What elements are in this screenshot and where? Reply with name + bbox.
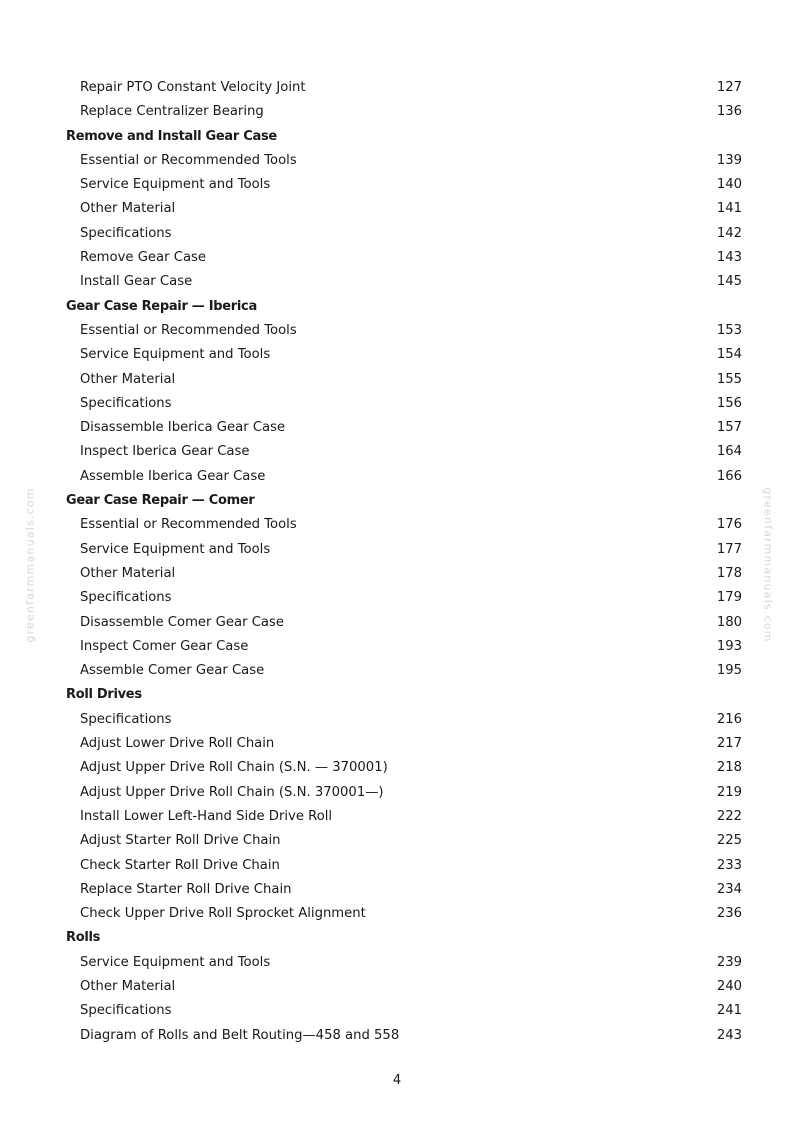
- entry-page-number: 177: [716, 541, 742, 557]
- entry-title: Specifications: [80, 590, 172, 606]
- entry-page-number: 166: [716, 468, 742, 484]
- entry-page-number: 157: [716, 420, 742, 436]
- entry-title: Essential or Recommended Tools: [80, 517, 297, 533]
- section-title: Remove and Install Gear Case: [66, 128, 277, 144]
- entry-title: Adjust Starter Roll Drive Chain: [80, 833, 281, 849]
- entry-page-number: 142: [716, 225, 742, 241]
- entry-title: Disassemble Comer Gear Case: [80, 614, 284, 630]
- entry-title: Repair PTO Constant Velocity Joint: [80, 80, 306, 95]
- entry-page-number: 225: [716, 833, 742, 849]
- entry-title: Check Starter Roll Drive Chain: [80, 857, 280, 873]
- toc-entry[interactable]: [66, 562, 742, 586]
- toc-entry[interactable]: [66, 732, 742, 756]
- toc-entry[interactable]: [66, 513, 742, 537]
- entry-page-number: 216: [716, 711, 742, 727]
- toc-entry[interactable]: [66, 1024, 742, 1048]
- entry-page-number: 156: [716, 395, 742, 411]
- toc-entry[interactable]: [66, 805, 742, 829]
- entry-page-number: 240: [716, 978, 742, 994]
- entry-title: Service Equipment and Tools: [80, 347, 271, 363]
- entry-page-number: 241: [716, 1003, 742, 1019]
- entry-page-number: 219: [716, 784, 742, 800]
- toc-entry[interactable]: [66, 975, 742, 999]
- toc-entry[interactable]: [66, 270, 742, 294]
- entry-page-number: 140: [716, 177, 742, 193]
- entry-page-number: 155: [716, 371, 742, 387]
- entry-title: Inspect Iberica Gear Case: [80, 444, 250, 460]
- toc-entry[interactable]: [66, 781, 742, 805]
- table-of-contents: [66, 76, 742, 1048]
- entry-title: Specifications: [80, 1003, 172, 1019]
- toc-entry[interactable]: [66, 586, 742, 610]
- entry-page-number: 139: [716, 152, 742, 168]
- entry-title: Inspect Comer Gear Case: [80, 638, 249, 654]
- entry-title: Essential or Recommended Tools: [80, 152, 297, 168]
- entry-page-number: 141: [716, 201, 742, 217]
- entry-title: Other Material: [80, 201, 176, 217]
- toc-entry[interactable]: [66, 465, 742, 489]
- toc-entry[interactable]: [66, 440, 742, 464]
- toc-entry[interactable]: [66, 756, 742, 780]
- entry-title: Service Equipment and Tools: [80, 954, 271, 970]
- entry-title: Adjust Upper Drive Roll Chain (S.N. — 370001): [80, 760, 388, 776]
- section-title: Gear Case Repair — Iberica: [66, 298, 257, 314]
- watermark-right: greenfarmmanuals.com: [761, 487, 775, 643]
- toc-section-heading: [66, 683, 742, 707]
- entry-page-number: 178: [716, 565, 742, 581]
- entry-page-number: 233: [716, 857, 742, 873]
- toc-section-heading: [66, 295, 742, 319]
- entry-title: Other Material: [80, 565, 176, 581]
- entry-page-number: 164: [716, 444, 742, 460]
- entry-title: Install Gear Case: [80, 274, 193, 290]
- toc-section-heading: [66, 125, 742, 149]
- entry-page-number: 236: [716, 906, 742, 922]
- entry-title: Replace Starter Roll Drive Chain: [80, 881, 292, 897]
- entry-title: Assemble Comer Gear Case: [80, 663, 265, 679]
- entry-page-number: 222: [716, 808, 742, 824]
- toc-entry[interactable]: [66, 611, 742, 635]
- toc-entry[interactable]: [66, 319, 742, 343]
- entry-page-number: 176: [716, 517, 742, 533]
- page-number: 4: [392, 1073, 402, 1088]
- entry-title: Other Material: [80, 978, 176, 994]
- entry-page-number: 143: [716, 250, 742, 266]
- entry-title: Diagram of Rolls and Belt Routing—458 and 558: [80, 1027, 400, 1043]
- toc-entry[interactable]: [66, 854, 742, 878]
- toc-entry[interactable]: [66, 246, 742, 270]
- entry-page-number: 180: [716, 614, 742, 630]
- entry-page-number: 195: [716, 663, 742, 679]
- entry-title: Check Upper Drive Roll Sprocket Alignment: [80, 906, 366, 922]
- section-title: Gear Case Repair — Comer: [66, 493, 255, 509]
- entry-title: Other Material: [80, 371, 176, 387]
- section-title: Roll Drives: [66, 687, 142, 703]
- entry-title: Specifications: [80, 395, 172, 411]
- toc-section-heading: [66, 926, 742, 950]
- entry-page-number: 145: [716, 274, 742, 290]
- entry-title: Essential or Recommended Tools: [80, 322, 297, 338]
- toc-entry[interactable]: [66, 635, 742, 659]
- toc-entry[interactable]: [66, 538, 742, 562]
- toc-entry[interactable]: [66, 149, 742, 173]
- toc-entry[interactable]: [66, 659, 742, 683]
- toc-entry[interactable]: [66, 392, 742, 416]
- toc-entry[interactable]: [66, 368, 742, 392]
- toc-entry[interactable]: [66, 416, 742, 440]
- entry-page-number: 239: [716, 954, 742, 970]
- entry-title: Install Lower Left-Hand Side Drive Roll: [80, 808, 333, 824]
- entry-page-number: 179: [716, 590, 742, 606]
- entry-title: Replace Centralizer Bearing: [80, 104, 264, 120]
- toc-entry[interactable]: [66, 173, 742, 197]
- entry-page-number: 193: [716, 638, 742, 654]
- entry-title: Service Equipment and Tools: [80, 177, 271, 193]
- toc-entry[interactable]: [66, 708, 742, 732]
- toc-section-heading: [66, 489, 742, 513]
- toc-entry[interactable]: [66, 951, 742, 975]
- toc-entry[interactable]: [66, 829, 742, 853]
- entry-title: Remove Gear Case: [80, 250, 207, 266]
- toc-entry[interactable]: [66, 197, 742, 221]
- entry-title: Specifications: [80, 711, 172, 727]
- entry-page-number: 243: [716, 1027, 742, 1043]
- entry-page-number: 234: [716, 881, 742, 897]
- entry-title: Assemble Iberica Gear Case: [80, 468, 266, 484]
- entry-page-number: 154: [716, 347, 742, 363]
- entry-page-number: 127: [716, 80, 742, 95]
- toc-entry[interactable]: [66, 100, 742, 124]
- entry-title: Specifications: [80, 225, 172, 241]
- watermark-left: greenfarmmanuals.com: [23, 487, 37, 643]
- toc-entry[interactable]: [66, 878, 742, 902]
- toc-entry[interactable]: [66, 76, 742, 100]
- entry-title: Adjust Lower Drive Roll Chain: [80, 736, 275, 752]
- entry-title: Service Equipment and Tools: [80, 541, 271, 557]
- entry-page-number: 218: [716, 760, 742, 776]
- toc-entry[interactable]: [66, 902, 742, 926]
- entry-title: Disassemble Iberica Gear Case: [80, 420, 286, 436]
- entry-page-number: 217: [716, 736, 742, 752]
- section-title: Rolls: [66, 930, 101, 946]
- entry-title: Adjust Upper Drive Roll Chain (S.N. 370001—): [80, 784, 384, 800]
- toc-entry[interactable]: [66, 222, 742, 246]
- entry-page-number: 136: [716, 104, 742, 120]
- toc-entry[interactable]: [66, 343, 742, 367]
- entry-page-number: 153: [716, 322, 742, 338]
- toc-entry[interactable]: [66, 999, 742, 1023]
